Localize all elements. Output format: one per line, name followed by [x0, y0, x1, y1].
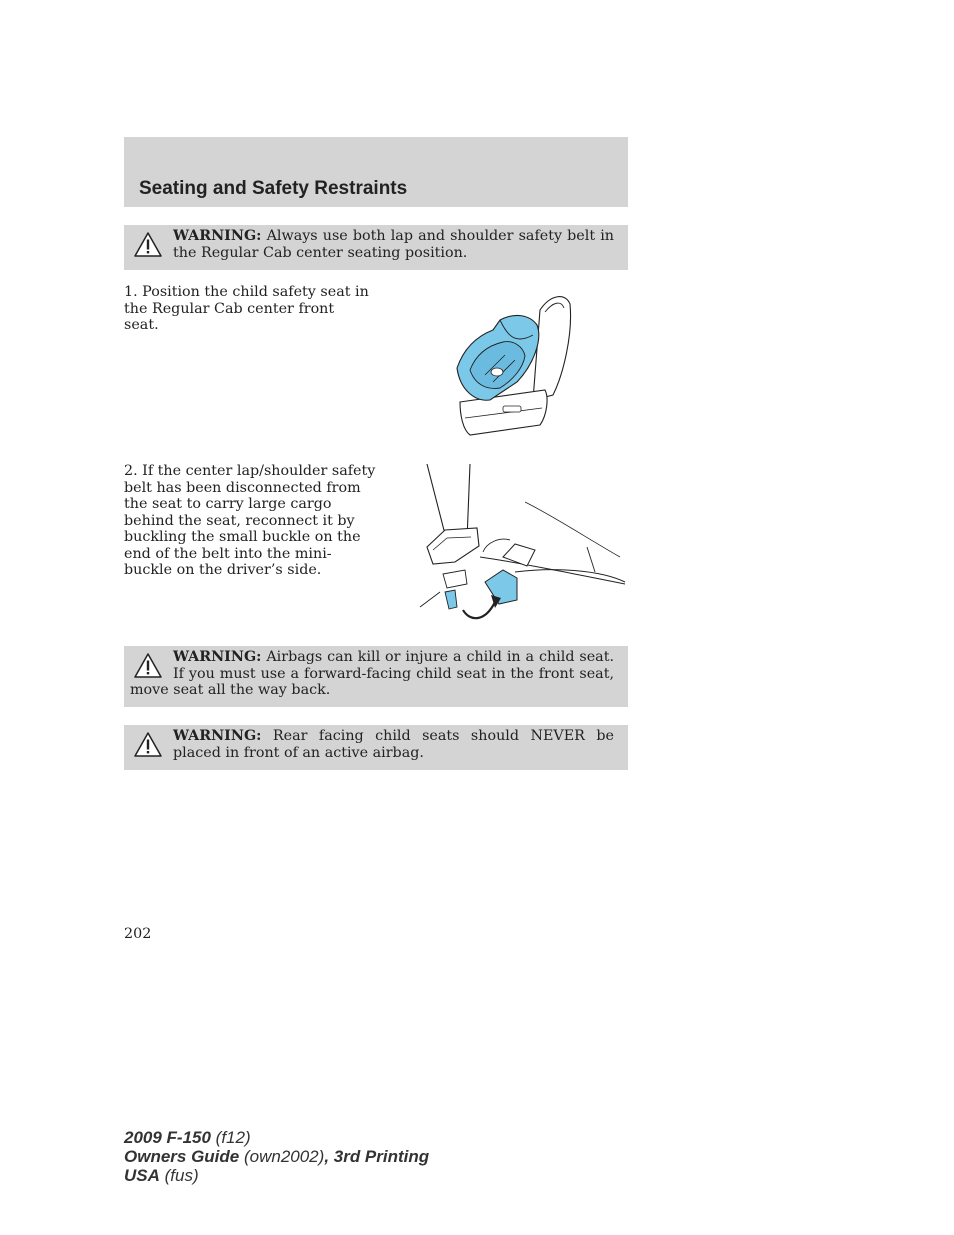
footer-printing: , 3rd Printing: [324, 1147, 430, 1166]
warning-box: [124, 725, 628, 770]
footer-line-3: [124, 1166, 429, 1185]
footer-line-2: [124, 1147, 429, 1166]
footer-edition-info: [124, 1128, 429, 1185]
footer-market: USA: [124, 1166, 160, 1185]
footer-guide: Owners Guide: [124, 1147, 240, 1166]
page-number: 202: [124, 926, 152, 942]
step-1-text: 1. Position the child safety seat in the Regular Cab center front seat.: [124, 284, 369, 333]
section-header-band: [124, 137, 628, 207]
warning-text: Airbags can kill or injure a child in a child seat. If you must use a forward-facing child seat in the front seat, move seat all the way back.: [130, 649, 614, 698]
footer-guide-code: (own2002): [239, 1147, 325, 1166]
warning-box: [124, 646, 628, 707]
warning-label: WARNING:: [173, 228, 262, 244]
child-seat-illustration: [445, 290, 630, 440]
mini-buckle-illustration: [415, 462, 630, 622]
step-2-text: 2. If the center lap/shoulder safety belt has been disconnected from the seat to carry large cargo behind the seat, reconnect it by buckling the small buckle on the end of the belt into the mini-buckle on the driver’s side.: [124, 463, 376, 578]
footer-model: 2009 F-150: [124, 1128, 211, 1147]
footer-market-code: (fus): [159, 1166, 199, 1185]
warning-text: Rear facing child seats should NEVER be placed in front of an active airbag.: [173, 728, 614, 761]
footer-model-code: (f12): [210, 1128, 251, 1147]
warning-triangle-icon: [133, 231, 163, 258]
section-title: Seating and Safety Restraints: [139, 178, 408, 199]
warning-text: Always use both lap and shoulder safety belt in the Regular Cab center seating position.: [173, 228, 614, 261]
warning-label: WARNING:: [173, 649, 262, 665]
warning-triangle-icon: [133, 652, 163, 679]
warning-triangle-icon: [133, 731, 163, 758]
warning-box: [124, 225, 628, 270]
footer-line-1: [124, 1128, 429, 1147]
warning-label: WARNING:: [173, 728, 262, 744]
